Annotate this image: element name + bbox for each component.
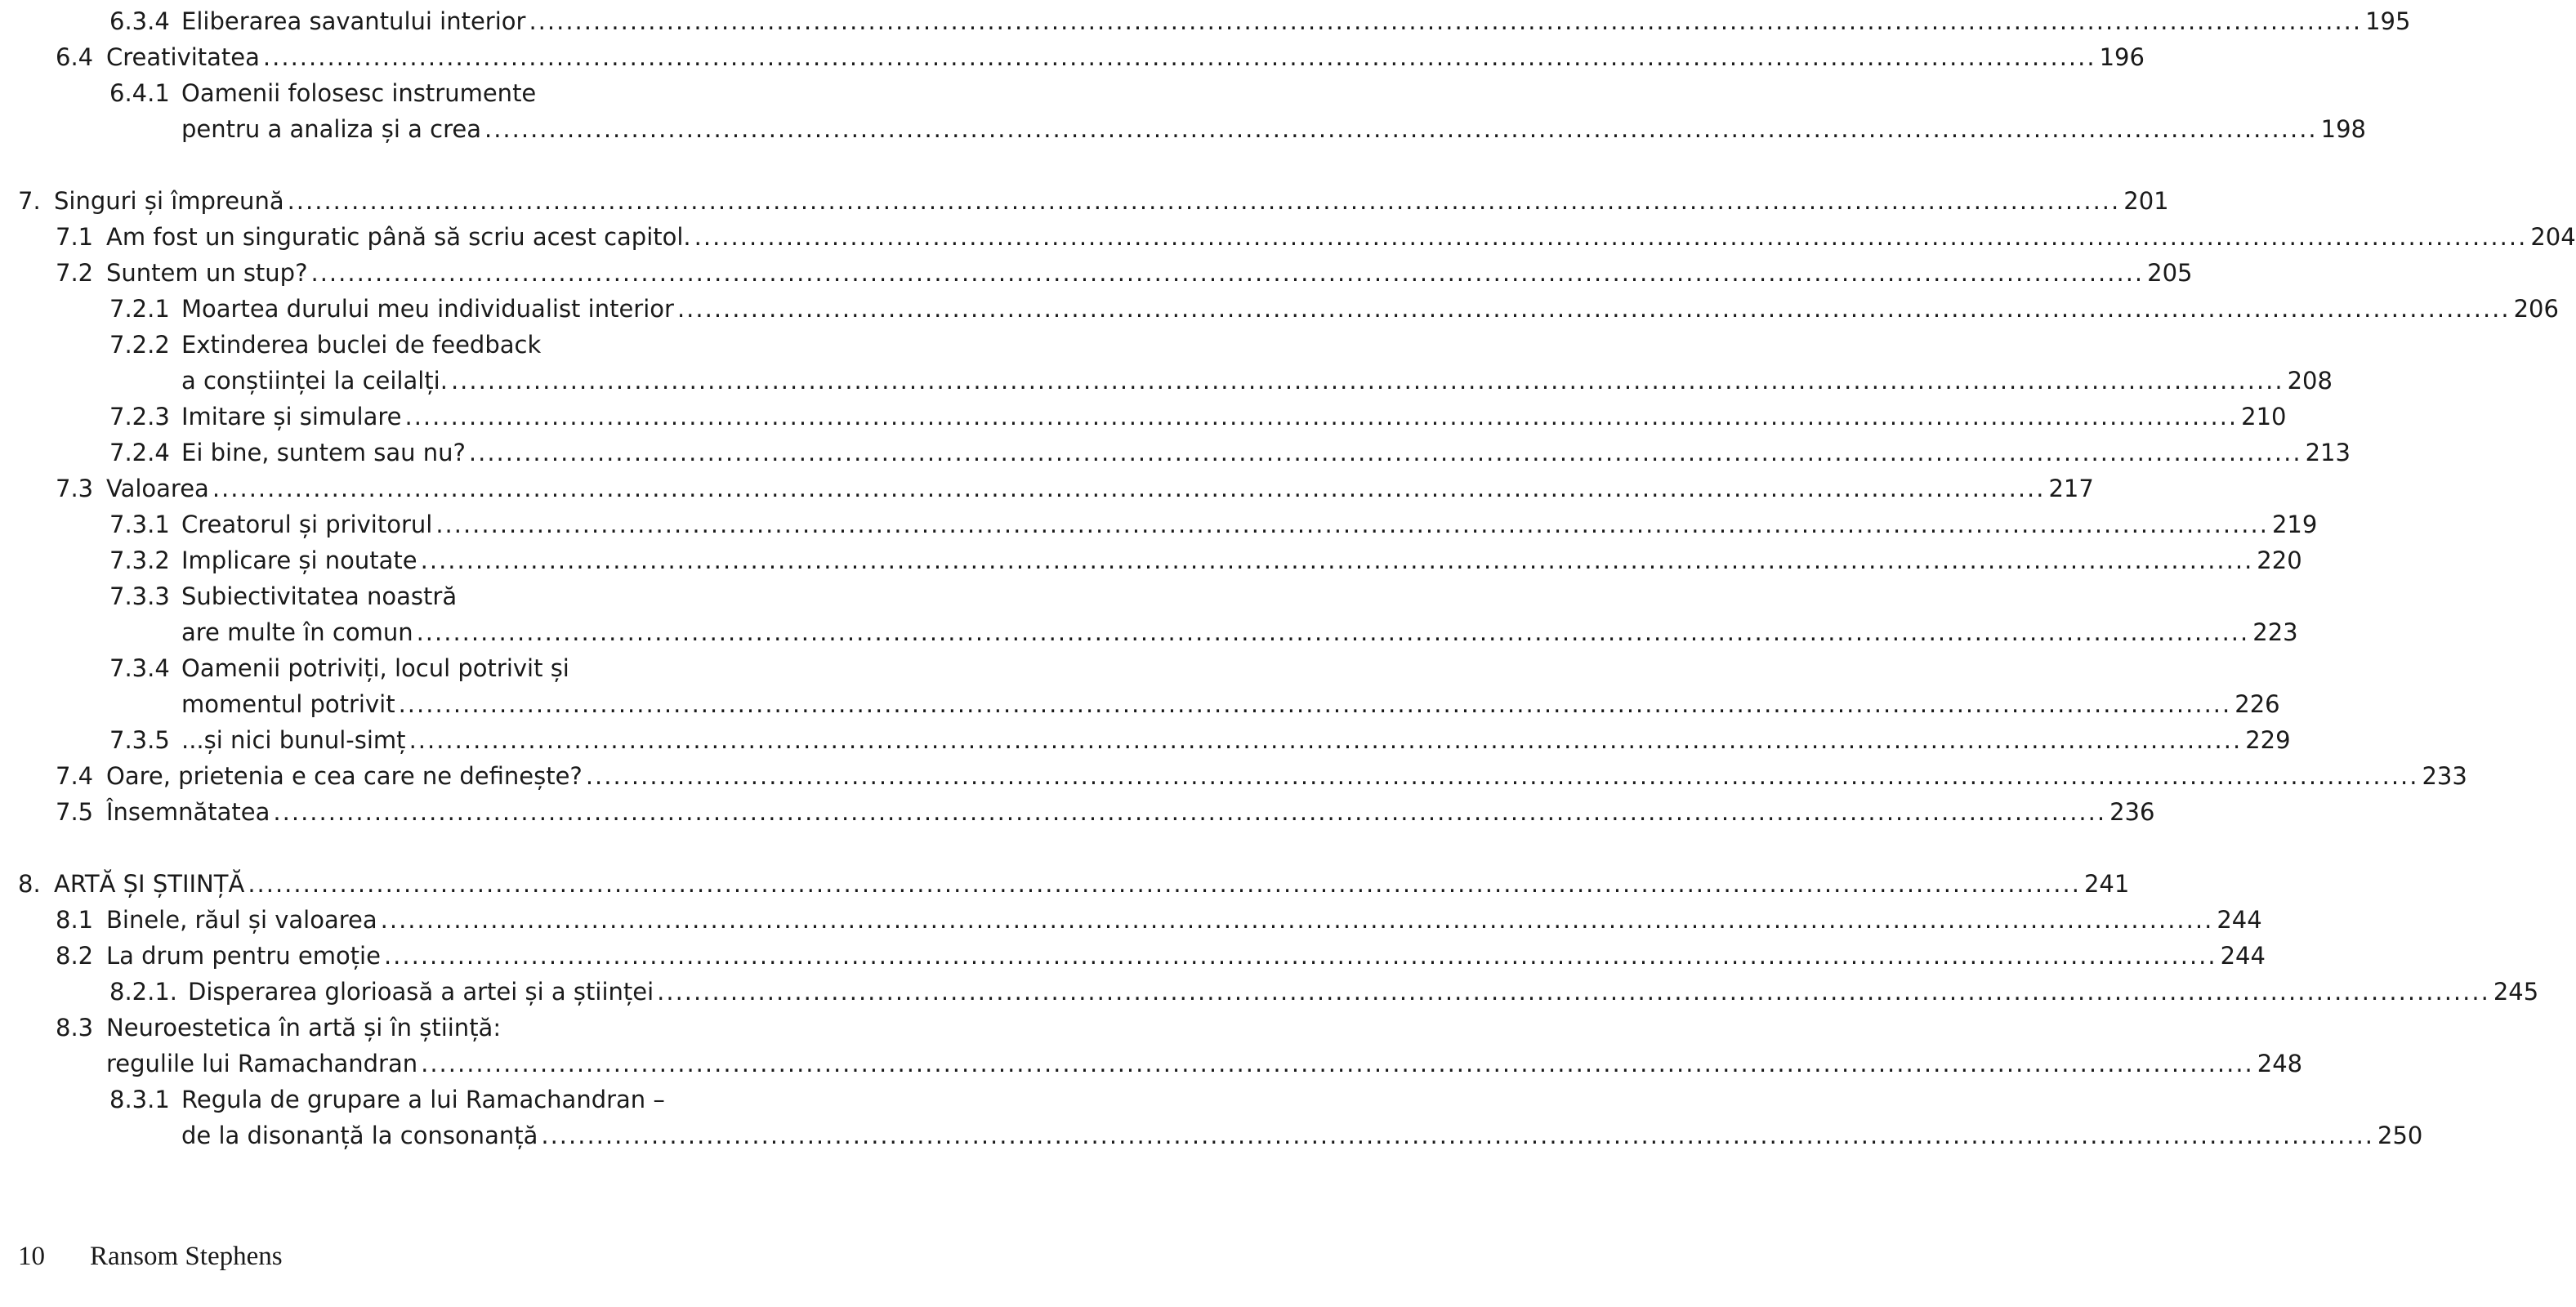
dot-leader: ........................................................................................................................................................................................................ <box>273 798 2107 826</box>
entry-number: 6.3.4 <box>109 7 170 35</box>
entry-page: 217 <box>2048 475 2094 502</box>
toc-entry <box>109 578 774 614</box>
toc-entry <box>109 3 2411 39</box>
toc-entry-continuation <box>181 686 2280 722</box>
toc-entry-continuation <box>106 1046 2303 1082</box>
page-number: 10 <box>18 1242 45 1271</box>
entry-number: 8.1 <box>56 906 94 934</box>
running-head-author: Ransom Stephens <box>90 1242 283 1271</box>
dot-leader: ........................................................................................................................................................................................................ <box>694 223 2528 251</box>
entry-page: 196 <box>2099 43 2145 71</box>
entry-page: 206 <box>2513 295 2559 323</box>
toc-entry <box>109 399 2287 435</box>
entry-page: 241 <box>2083 870 2130 898</box>
entry-page: 245 <box>2493 978 2539 1006</box>
entry-number: 6.4.1 <box>109 79 170 107</box>
entry-page: 220 <box>2257 546 2302 574</box>
toc-entry <box>56 938 2266 974</box>
entry-title: Disperarea glorioasă a artei și a științei <box>188 978 654 1006</box>
toc-entry <box>56 255 2193 291</box>
entry-title: Oamenii potriviți, locul potrivit și <box>181 654 569 682</box>
toc-entry-continuation <box>181 111 2366 147</box>
toc-entry <box>109 327 774 363</box>
entry-number: 7.3.2 <box>109 546 170 574</box>
toc-entry-continuation <box>181 1117 2423 1153</box>
dot-leader: ........................................................................................................................................................................................................ <box>468 439 2302 466</box>
dot-leader: ........................................................................................................................................................................................................ <box>585 762 2419 790</box>
entry-page: 205 <box>2147 259 2193 287</box>
entry-number: 7.3.4 <box>109 654 170 682</box>
toc-entry <box>109 1082 774 1117</box>
entry-title: Valoarea <box>106 475 209 502</box>
dot-leader: ........................................................................................................................................................................................................ <box>310 259 2145 287</box>
dot-leader: ........................................................................................................................................................................................................ <box>262 43 2096 71</box>
dot-leader: ........................................................................................................................................................................................................ <box>420 546 2254 574</box>
entry-title: Regula de grupare a lui Ramachandran – <box>181 1086 665 1113</box>
chapter-title: ARTĂ ȘI ȘTIINȚĂ <box>54 870 245 898</box>
toc-entry <box>56 39 2145 75</box>
dot-leader: ........................................................................................................................................................................................................ <box>421 1050 2254 1077</box>
entry-title: Suntem un stup? <box>106 259 308 287</box>
dot-leader: ........................................................................................................................................................................................................ <box>416 618 2250 646</box>
entry-number: 7.3.5 <box>109 726 170 754</box>
entry-title: Eliberarea savantului interior <box>181 7 526 35</box>
toc-entry <box>56 794 2155 830</box>
dot-leader: ........................................................................................................................................................................................................ <box>435 511 2269 538</box>
entry-title: La drum pentru emoție <box>106 942 381 970</box>
entry-page: 229 <box>2245 726 2291 754</box>
toc-chapter <box>18 183 2169 219</box>
dot-leader: ........................................................................................................................................................................................................ <box>380 906 2214 934</box>
entry-page: 208 <box>2287 367 2333 395</box>
entry-page: 250 <box>2377 1122 2423 1149</box>
entry-page: 210 <box>2241 403 2287 430</box>
entry-number: 8.3.1 <box>109 1086 170 1113</box>
entry-page: 219 <box>2271 511 2318 538</box>
entry-number: 7.4 <box>56 762 94 790</box>
toc-entry-continuation <box>181 614 2298 650</box>
entry-number: 7.1 <box>56 223 94 251</box>
toc-entry <box>109 506 2318 542</box>
dot-leader: ........................................................................................................................................................................................................ <box>398 690 2232 718</box>
entry-title: Însemnătatea <box>106 798 270 826</box>
entry-page: 201 <box>2123 187 2169 215</box>
entry-title: Binele, răul și valoarea <box>106 906 377 934</box>
entry-title: Ei bine, suntem sau nu? <box>181 439 466 466</box>
toc-entry <box>56 1010 774 1046</box>
toc-entry <box>56 471 2094 506</box>
entry-page: 244 <box>2220 942 2266 970</box>
toc-entry-continuation <box>181 363 2333 399</box>
dot-leader: ........................................................................................................................................................................................................ <box>450 367 2284 395</box>
dot-leader: ........................................................................................................................................................................................................ <box>287 187 2121 215</box>
dot-leader: ........................................................................................................................................................................................................ <box>408 726 2243 754</box>
toc-entry <box>109 291 2559 327</box>
dot-leader: ........................................................................................................................................................................................................ <box>529 7 2363 35</box>
entry-page: 213 <box>2305 439 2351 466</box>
entry-page: 236 <box>2109 798 2155 826</box>
entry-title-continued: are multe în comun <box>181 618 413 646</box>
entry-title-continued: pentru a analiza și a crea <box>181 115 481 143</box>
entry-page: 244 <box>2217 906 2262 934</box>
entry-title: Extinderea buclei de feedback <box>181 331 542 359</box>
entry-page: 223 <box>2252 618 2298 646</box>
entry-number: 7.3.1 <box>109 511 170 538</box>
entry-number: 7.2 <box>56 259 94 287</box>
entry-number: 6.4 <box>56 43 94 71</box>
entry-page: 233 <box>2422 762 2467 790</box>
entry-number: 8.2 <box>56 942 94 970</box>
toc-entry <box>56 219 2576 255</box>
dot-leader: ........................................................................................................................................................................................................ <box>248 870 2081 898</box>
chapter-number: 7. <box>18 187 41 215</box>
entry-title: Imitare și simulare <box>181 403 402 430</box>
entry-number: 7.2.4 <box>109 439 170 466</box>
entry-title: ...și nici bunul-simț <box>181 726 406 754</box>
chapter-title: Singuri și împreună <box>54 187 284 215</box>
dot-leader: ........................................................................................................................................................................................................ <box>484 115 2318 143</box>
entry-title-continued: regulile lui Ramachandran <box>106 1050 418 1077</box>
entry-title: Oare, prietenia e cea care ne definește? <box>106 762 583 790</box>
entry-number: 7.5 <box>56 798 94 826</box>
dot-leader: ........................................................................................................................................................................................................ <box>212 475 2046 502</box>
entry-title: Am fost un singuratic până să scriu acest capitol. <box>106 223 691 251</box>
toc-entry <box>109 650 774 686</box>
entry-title-continued: de la disonanță la consonanță <box>181 1122 538 1149</box>
toc-entry <box>109 542 2302 578</box>
entry-title: Creativitatea <box>106 43 260 71</box>
entry-number: 8.3 <box>56 1014 94 1042</box>
entry-number: 7.3 <box>56 475 94 502</box>
entry-title: Implicare și noutate <box>181 546 417 574</box>
entry-title: Moartea durului meu individualist interior <box>181 295 674 323</box>
toc-entry <box>109 974 2539 1010</box>
entry-page: 248 <box>2257 1050 2303 1077</box>
entry-page: 204 <box>2530 223 2576 251</box>
entry-page: 198 <box>2320 115 2366 143</box>
chapter-number: 8. <box>18 870 41 898</box>
dot-leader: ........................................................................................................................................................................................................ <box>404 403 2239 430</box>
toc-entry <box>109 722 2291 758</box>
entry-number: 7.2.1 <box>109 295 170 323</box>
toc-entry <box>109 435 2351 471</box>
entry-number: 7.2.3 <box>109 403 170 430</box>
toc-entry <box>56 758 2467 794</box>
dot-leader: ........................................................................................................................................................................................................ <box>541 1122 2375 1149</box>
entry-number: 7.3.3 <box>109 582 170 610</box>
entry-page: 226 <box>2234 690 2280 718</box>
entry-title: Neuroestetica în artă și în știință: <box>106 1014 502 1042</box>
dot-leader: ........................................................................................................................................................................................................ <box>383 942 2217 970</box>
toc-entry <box>56 902 2262 938</box>
entry-title: Oamenii folosesc instrumente <box>181 79 537 107</box>
toc-chapter <box>18 866 2130 902</box>
entry-number: 7.2.2 <box>109 331 170 359</box>
entry-title: Creatorul și privitorul <box>181 511 433 538</box>
entry-page: 195 <box>2365 7 2411 35</box>
dot-leader: ........................................................................................................................................................................................................ <box>657 978 2490 1006</box>
entry-number: 8.2.1. <box>109 978 178 1006</box>
entry-title-continued: a conștiinței la ceilalți. <box>181 367 448 395</box>
toc-entry <box>109 75 774 111</box>
entry-title-continued: momentul potrivit <box>181 690 395 718</box>
dot-leader: ........................................................................................................................................................................................................ <box>676 295 2511 323</box>
page-footer <box>18 1237 283 1276</box>
entry-title: Subiectivitatea noastră <box>181 582 458 610</box>
